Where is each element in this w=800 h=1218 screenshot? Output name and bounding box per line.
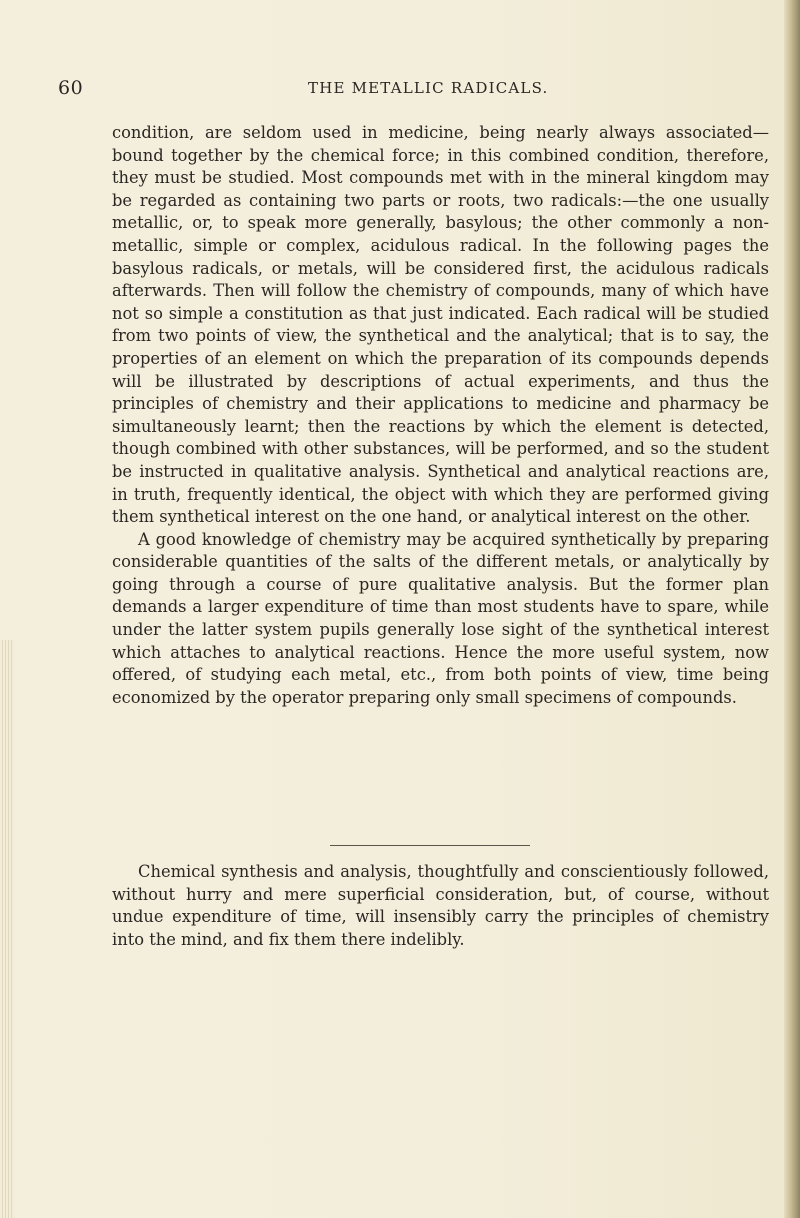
section-divider: [330, 845, 530, 846]
running-title: THE METALLIC RADICALS.: [308, 79, 549, 97]
paragraph: Chemical synthesis and analysis, thoughtfully and conscientiously followed, without hurry and mere superficial consideration, but, of course, without undue expenditure of time, will insensibly carry the principles of chemistry into the mind, and fix them there indelibly.: [112, 862, 769, 949]
closing-text: [112, 861, 769, 951]
main-text: [112, 122, 769, 709]
page-header: [58, 77, 758, 101]
book-spine-shadow: [784, 0, 800, 1218]
paragraph: A good knowledge of chemistry may be acquired synthetically by preparing considerable quantities of the salts of the different metals, or analytically by going through a course of pure qualitative analysis. But the former plan demands a larger expenditure of time than most students have to spare, while under the latter system pupils generally lose sight of the synthetical interest which attaches to analytical reactions. Hence the more useful system, now offered, of studying each metal, etc., from both points of view, time being economized by the operator preparing only small specimens of compounds.: [112, 529, 769, 707]
paragraph-continued: condition, are seldom used in medicine, being nearly always associated—bound together by the chemical force; in this combined condition, therefore, they must be studied. Most compounds met with in the mineral kingdom may be regarded as containing two parts or roots, two radicals:—the one usually metallic, or, to speak more generally, basylous; the other commonly a non-metallic, simple or complex, acidulous radical. In the following pages the basylous radicals, or metals, will be considered first, the acidulous radicals afterwards. Then will follow the chemistry of compounds, many of which have not so simple a constitution as that just indicated. Each radical will be studied from two points of view, the synthetical and the analytical; that is to say, the properties of an element on which the preparation of its compounds depends will be illustrated by descriptions of actual experiments, and thus the principles of chemistry and their applications to medicine and pharmacy be simultaneously learnt; then the reactions by which the element is detected, though combined with other substances, will be performed, and so the student be instructed in qualitative analysis. Synthetical and analytical reactions are, in truth, frequently identical, the object with which they are performed giving them synthetical interest on the one hand, or analytical interest on the other.: [112, 123, 769, 527]
page-number: 60: [58, 77, 84, 99]
page-edge-stack: [0, 640, 14, 1218]
